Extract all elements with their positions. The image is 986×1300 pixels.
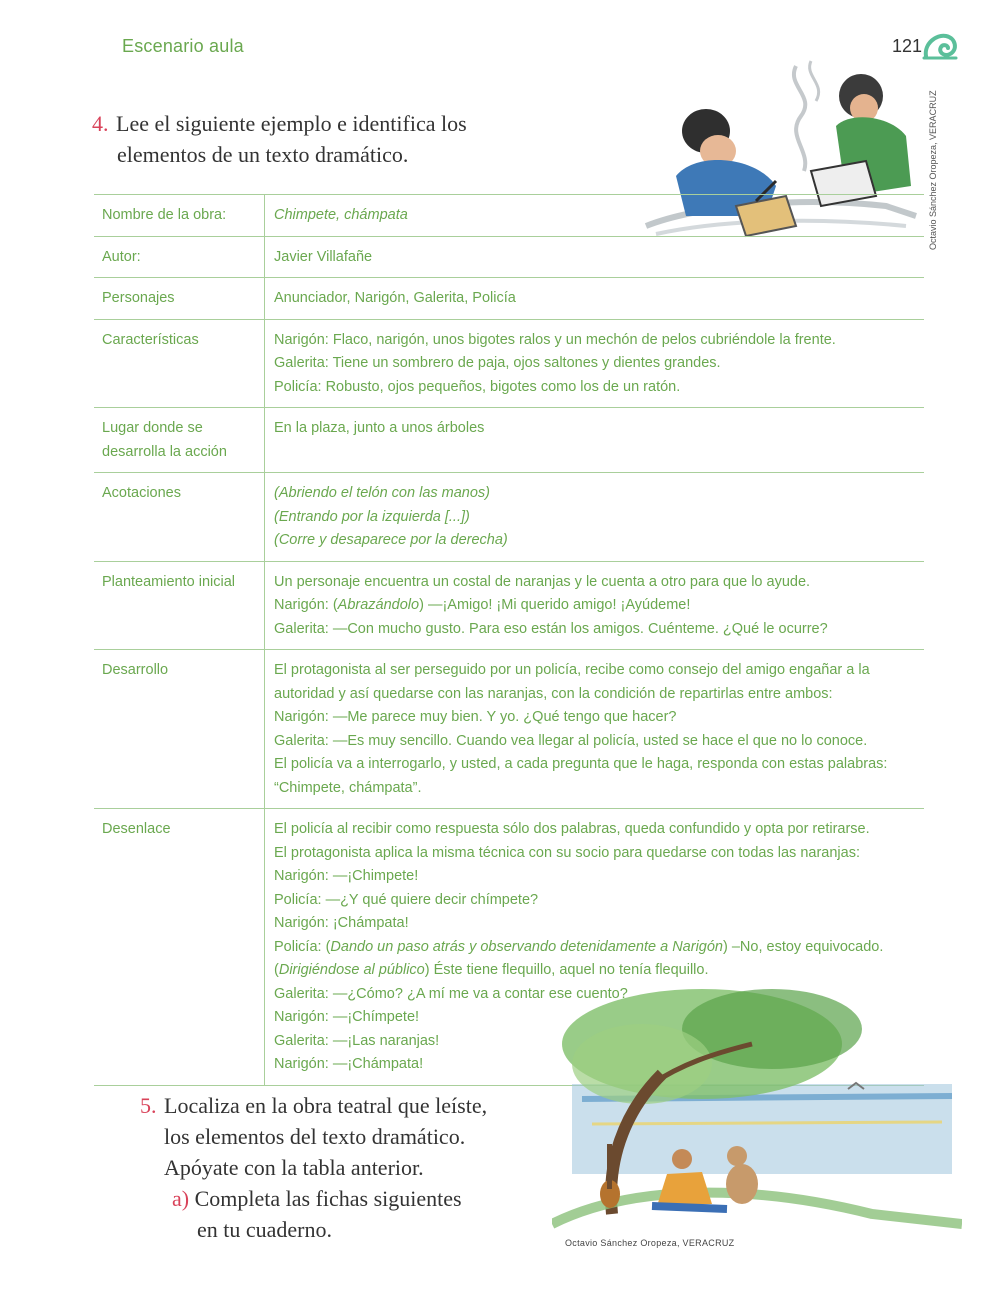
dialogue-speaker: Policía: ( xyxy=(274,938,331,955)
value-line xyxy=(274,936,916,960)
illustration-credit-vertical: Octavio Sánchez Oropeza, VERACRUZ xyxy=(928,90,938,250)
activity-5-number: 5. xyxy=(140,1093,157,1118)
row-value xyxy=(265,561,925,650)
value-line: (Abriendo el telón con las manos) xyxy=(274,485,491,501)
row-label: Personajes xyxy=(94,278,265,320)
section-title: Escenario aula xyxy=(122,36,244,56)
stage-direction: Dando un paso atrás y observando detenidamente a Narigón xyxy=(330,938,723,955)
table-row xyxy=(94,408,924,473)
value-line: Galerita: —¿Cómo? ¿A mí me va a contar ese cuento? xyxy=(274,985,628,1002)
table-row xyxy=(94,561,924,650)
value-line: “Chimpete, chámpata”. xyxy=(274,779,422,796)
value-line: Policía: —¿Y qué quiere decir chímpete? xyxy=(274,891,539,908)
value-line: Policía: Robusto, ojos pequeños, bigotes como los de un ratón. xyxy=(274,378,681,395)
value-line: En la plaza, junto a unos árboles xyxy=(274,420,485,436)
value-line: Narigón: Flaco, narigón, unos bigotes ralos y un mechón de pelos cubriéndole la frente. xyxy=(274,331,836,348)
row-label: Nombre de la obra: xyxy=(94,195,265,237)
table-row xyxy=(94,236,924,278)
activity-4-number: 4. xyxy=(92,111,109,136)
table-row xyxy=(94,278,924,320)
page-number: 121 xyxy=(892,36,923,56)
spiral-logo-icon xyxy=(922,30,960,62)
value-line: (Entrando por la izquierda [...]) xyxy=(274,508,470,525)
illustration-credit-bottom: Octavio Sánchez Oropeza, VERACRUZ xyxy=(565,1238,735,1248)
table-row xyxy=(94,473,924,562)
tree-lake-illustration xyxy=(552,984,962,1234)
stage-direction: Abrazándolo xyxy=(337,597,420,613)
row-value xyxy=(265,650,925,809)
value-line: Narigón: —¡Chimpete! xyxy=(274,868,419,884)
activity-4-line1: Lee el siguiente ejemplo e identifica los xyxy=(116,111,467,136)
dialogue-speaker: ( xyxy=(274,962,279,978)
row-label: Planteamiento inicial xyxy=(94,561,265,650)
dialogue-speaker: Narigón: ( xyxy=(274,597,338,613)
value-line: Un personaje encuentra un costal de naranjas y le cuenta a otro para que lo ayude. xyxy=(274,573,811,590)
row-value xyxy=(265,278,925,320)
stage-direction: Dirigiéndose al público xyxy=(278,962,425,978)
row-value xyxy=(265,319,925,408)
activity-5a-line1: Completa las fichas siguientes xyxy=(194,1186,462,1211)
value-line: Anunciador, Narigón, Galerita, Policía xyxy=(274,290,516,306)
value-line: El policía al recibir como respuesta sólo dos palabras, queda confundido y opta por retirarse. xyxy=(274,821,870,837)
row-label: Desarrollo xyxy=(94,650,265,809)
value-line: El policía va a interrogarlo, y usted, a cada pregunta que le haga, responda con estas palabras: xyxy=(274,756,888,772)
value-line: El protagonista aplica la misma técnica con su socio para quedarse con todas las naranjas: xyxy=(274,844,860,861)
activity-5a xyxy=(140,1183,560,1214)
dialogue-text: ) –No, estoy equivocado. xyxy=(723,938,884,955)
row-label: Desenlace xyxy=(94,809,265,1086)
dramatic-text-table xyxy=(94,194,924,1086)
table-row xyxy=(94,195,924,237)
row-label: Autor: xyxy=(94,236,265,278)
table-row xyxy=(94,319,924,408)
activity-4-line2: elementos de un texto dramático. xyxy=(117,142,409,167)
value-line: Javier Villafañe xyxy=(274,248,373,265)
value-line: Chimpete, chámpata xyxy=(274,207,408,223)
row-value xyxy=(265,408,925,473)
value-line: Galerita: —Con mucho gusto. Para eso están los amigos. Cuénteme. ¿Qué le ocurre? xyxy=(274,620,828,637)
activity-5a-letter: a) xyxy=(172,1186,190,1211)
row-label: Características xyxy=(94,319,265,408)
value-line xyxy=(274,959,916,983)
row-value xyxy=(265,473,925,562)
row-label: Lugar donde se desarrolla la acción xyxy=(94,408,265,473)
activity-4 xyxy=(92,108,492,170)
activity-5-line1: Localiza en la obra teatral que leíste, xyxy=(164,1093,488,1118)
value-line: Galerita: —Es muy sencillo. Cuando vea llegar al policía, usted se hace el que no lo conoce. xyxy=(274,732,868,749)
dialogue-text: ) —¡Amigo! ¡Mi querido amigo! ¡Ayúdeme! xyxy=(419,597,691,613)
activity-5a-line2: en tu cuaderno. xyxy=(197,1217,332,1242)
value-line: Galerita: —¡Las naranjas! xyxy=(274,1032,440,1049)
activity-5-line3: Apóyate con la tabla anterior. xyxy=(164,1155,424,1180)
dialogue-text: ) Éste tiene flequillo, aquel no tenía flequillo. xyxy=(424,962,709,978)
value-line: (Corre y desaparece por la derecha) xyxy=(274,532,508,548)
value-line: Narigón: ¡Chámpata! xyxy=(274,915,409,931)
value-line: Galerita: Tiene un sombrero de paja, ojos saltones y dientes grandes. xyxy=(274,355,721,371)
activity-5-line2: los elementos del texto dramático. xyxy=(164,1124,466,1149)
activity-5 xyxy=(140,1090,560,1245)
value-line xyxy=(274,594,916,618)
value-line: Narigón: —¡Chámpata! xyxy=(274,1056,424,1072)
value-line: autoridad y así quedarse con las naranjas, con la condición de repartirlas entre ambos: xyxy=(274,685,833,702)
row-value xyxy=(265,195,925,237)
row-label: Acotaciones xyxy=(94,473,265,562)
row-value xyxy=(265,236,925,278)
value-line: Narigón: —¡Chímpete! xyxy=(274,1009,420,1025)
value-line: Narigón: —Me parece muy bien. Y yo. ¿Qué tengo que hacer? xyxy=(274,709,677,725)
table-row xyxy=(94,650,924,809)
value-line: El protagonista al ser perseguido por un policía, recibe como consejo del amigo engañar a la xyxy=(274,662,870,678)
